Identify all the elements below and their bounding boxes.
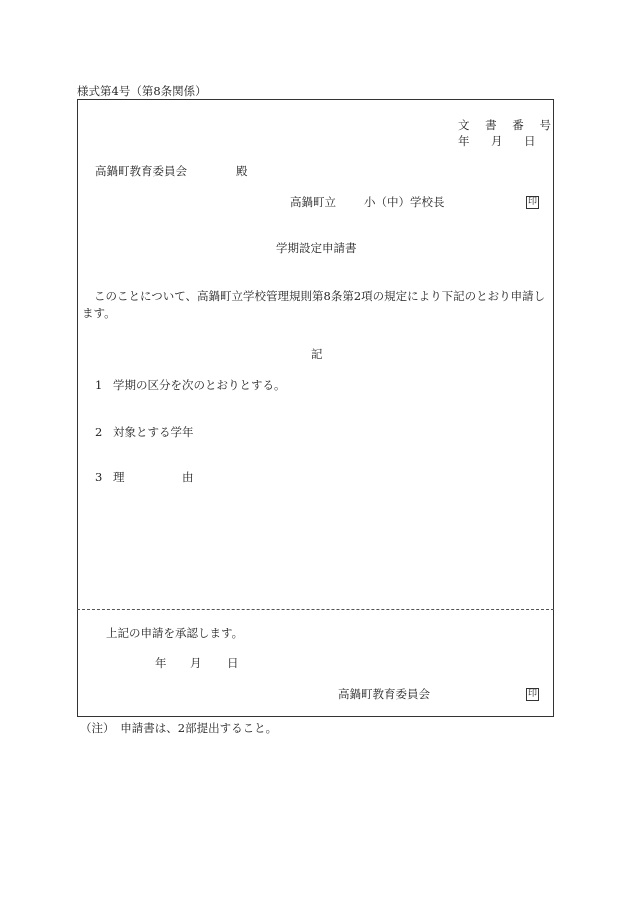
ki-label: 記	[311, 347, 323, 361]
item-text: 理 由	[113, 470, 194, 484]
form-label: 様式第4号（第8条関係）	[77, 84, 207, 98]
item-number: 1	[95, 378, 103, 392]
approval-date-year: 年	[155, 656, 167, 670]
footnote: （注） 申請書は、2部提出すること。	[80, 721, 278, 735]
document-number-label: 文 書 番 号	[458, 118, 557, 132]
approval-date-day: 日	[227, 656, 239, 670]
approval-date-month: 月	[190, 656, 202, 670]
approval-text: 上記の申請を承認します。	[106, 626, 244, 640]
addressee-name: 高鍋町教育委員会	[95, 164, 187, 178]
form-title: 学期設定申請書	[276, 241, 357, 255]
item-text: 学期の区分を次のとおりとする。	[113, 378, 286, 392]
approval-board-name: 高鍋町教育委員会	[338, 687, 430, 701]
addressee-honorific: 殿	[236, 164, 248, 178]
applicant-school: 小（中）学校長	[364, 195, 445, 209]
applicant-prefix: 高鍋町立	[290, 195, 336, 209]
item-number: 3	[95, 470, 103, 484]
board-seal-icon: 印	[527, 689, 537, 699]
body-text: このことについて、高鍋町立学校管理規則第8条第2項の規定により下記のとおり申請します。	[82, 289, 546, 320]
item-number: 2	[95, 425, 103, 439]
applicant-seal-icon: 印	[527, 197, 537, 207]
approval-divider	[77, 609, 554, 610]
header-date-label: 年 月 日	[458, 134, 541, 148]
application-form-box	[77, 99, 554, 717]
item-text: 対象とする学年	[113, 425, 194, 439]
